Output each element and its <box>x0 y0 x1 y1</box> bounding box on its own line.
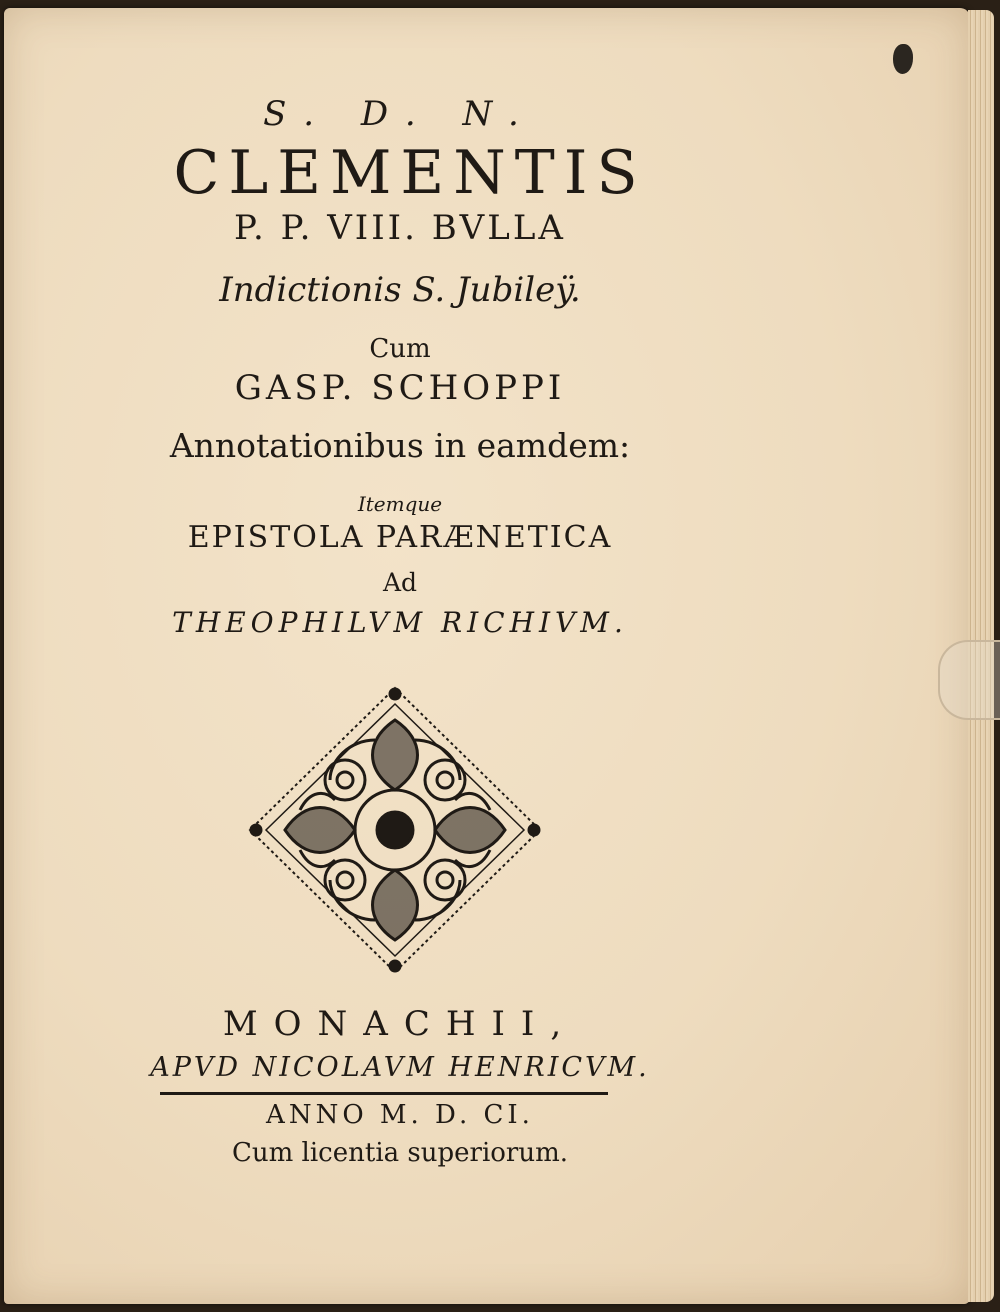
title-sdn: S. D. N. <box>263 94 537 134</box>
imprint-place: MONACHII, <box>222 1004 578 1044</box>
title-ad: Ad <box>382 568 418 597</box>
title-itemque: Itemque <box>357 492 443 516</box>
imprint-year: ANNO M. D. CI. <box>266 1100 534 1130</box>
title-epistola: EPISTOLA PARÆNETICA <box>187 520 613 555</box>
title-cum: Cum <box>369 334 431 364</box>
title-indictionis: Indictionis S. Jubileÿ. <box>219 270 581 310</box>
imprint-printer: APVD NICOLAVM HENRICVM. <box>150 1052 650 1083</box>
title-annotationibus: Annotationibus in eamdem: <box>169 426 631 465</box>
diamond-fleuron-ornament-icon <box>240 680 550 980</box>
title-pp-bulla: P. P. VIII. BVLLA <box>234 208 566 248</box>
title-recipient: THEOPHILVM RICHIVM. <box>172 606 628 639</box>
page-tab-marker <box>938 640 1000 720</box>
imprint-rule <box>160 1092 608 1095</box>
title-clementis: CLEMENTIS <box>173 138 647 208</box>
title-author: GASP. SCHOPPI <box>234 368 566 408</box>
imprint-license: Cum licentia superiorum. <box>231 1138 569 1168</box>
